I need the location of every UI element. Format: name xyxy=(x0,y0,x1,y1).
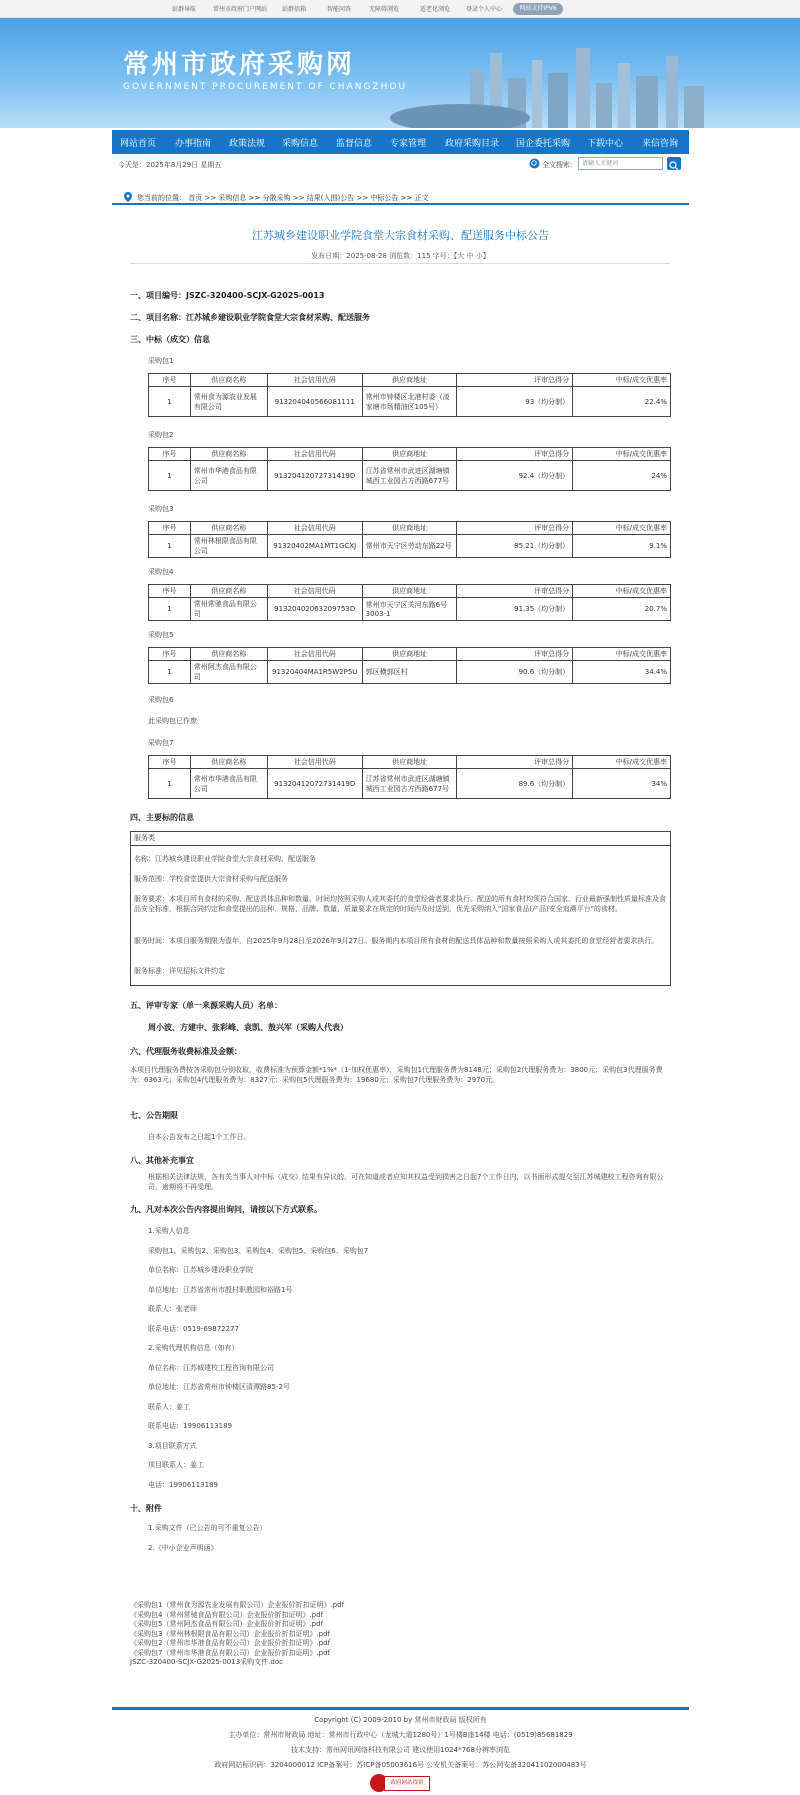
service-scope: 服务范围：学校食堂提供大宗食材采购与配送服务 xyxy=(134,875,288,883)
service-name: 名称：江苏城乡建设职业学院食堂大宗食材采购、配送服务 xyxy=(134,855,316,863)
column-header: 中标/成交优惠率 xyxy=(573,522,671,535)
search-button[interactable] xyxy=(667,157,681,170)
contact-line: 1.采购人信息 xyxy=(148,1227,190,1235)
breadcrumb[interactable]: 您当前的位置： 首页 >> 采购信息 >> 分散采购 >> 结果(入围)公告 >> 中标公告 >> 正文 xyxy=(137,194,429,202)
table-cell: 913204040566081111 xyxy=(267,387,362,417)
column-header: 评审总得分 xyxy=(457,522,573,535)
table-cell: 常州食为源农业发展有限公司 xyxy=(190,387,267,417)
column-header: 中标/成交优惠率 xyxy=(573,585,671,598)
table-header-row xyxy=(149,648,671,661)
service-type: 服务类 xyxy=(131,832,670,846)
award-table xyxy=(148,755,671,799)
award-table xyxy=(148,373,671,417)
table-cell: 常州市天宁区关河东路6号3003-1 xyxy=(362,598,457,621)
annex-item: 1.采购文件（已公告的可不重复公告） xyxy=(148,1524,267,1532)
location-pin-icon xyxy=(124,192,132,202)
table-cell: 1 xyxy=(149,769,191,799)
column-header: 社会信用代码 xyxy=(267,648,362,661)
table-cell: 91320402063209753D xyxy=(267,598,362,621)
table-cell: 江苏省常州市武进区湖塘镇城西工业园古方西路677号 xyxy=(362,461,457,491)
divider xyxy=(130,263,670,264)
contact-line: 项目联系人：姜工 xyxy=(148,1461,204,1469)
table-cell: 89.6（均分制） xyxy=(457,769,573,799)
today-date: 今天是：2025年8月29日 星期五 xyxy=(118,161,222,169)
breadcrumb-bar xyxy=(112,190,689,205)
package-void-note: 此采购包已作废 xyxy=(148,717,197,725)
contact-line: 单位地址：江苏省常州市殷村职教园和裕路1号 xyxy=(148,1285,293,1294)
table-cell: 常州林根限食品有限公司 xyxy=(190,535,267,558)
package-label: 采购包2 xyxy=(148,431,174,439)
table-cell: 91320412072731419D xyxy=(267,769,362,799)
contact-line: 联系电话：19906113189 xyxy=(148,1422,232,1430)
column-header: 社会信用代码 xyxy=(267,585,362,598)
contact-line: 联系人：张老师 xyxy=(148,1305,197,1313)
article-meta: 发布日期：2025-08-28 浏览数：115 字号：【大 中 小】 xyxy=(311,252,490,260)
package-label: 采购包4 xyxy=(148,568,174,576)
table-cell: 85.21（均分制） xyxy=(457,535,573,558)
site-title: 常州市政府采购网 xyxy=(123,50,356,80)
login-link[interactable]: 登录个人中心 xyxy=(466,6,503,13)
section-other: 八、其他补充事宜 xyxy=(130,1156,194,1165)
find-error-badge[interactable]: 政府网站找错 xyxy=(384,1776,430,1791)
nav-policy[interactable]: 政策法规 xyxy=(229,139,266,149)
table-cell: 34% xyxy=(573,769,671,799)
table-cell: 常州市华港食品有限公司 xyxy=(190,461,267,491)
table-row xyxy=(149,387,671,417)
column-header: 评审总得分 xyxy=(457,585,573,598)
table-cell: 92.4（均分制） xyxy=(457,461,573,491)
table-row xyxy=(149,598,671,621)
main-nav xyxy=(112,130,689,154)
nav-experts[interactable]: 专家管理 xyxy=(390,139,427,149)
contact-line: 采购包1、采购包2、采购包3、采购包4、采购包5、采购包6、采购包7 xyxy=(148,1246,369,1255)
footer-tech: 技术支持：常州网讯网络科技有限公司 建议使用1024*768分辨率浏览 xyxy=(291,1746,510,1754)
table-cell: 91.35（均分制） xyxy=(457,598,573,621)
column-header: 供应商名称 xyxy=(190,522,267,535)
contact-line: 单位地址：江苏省常州市钟楼区清潭路85-2号 xyxy=(148,1383,290,1391)
table-cell: 91320402MA1MT1GCXJ xyxy=(267,535,362,558)
annex-item: 2.《中小企业声明函》 xyxy=(148,1544,218,1552)
table-header-row xyxy=(149,756,671,769)
expert-list: 周小波、方建中、张彩峰、袁凯、敖兴军（采购人代表） xyxy=(148,1023,348,1032)
column-header: 供应商名称 xyxy=(190,756,267,769)
table-cell: 常州市钟楼区北港村委（凌家塘市场精油区105号） xyxy=(362,387,457,417)
contact-line: 联系电话：0519-69872277 xyxy=(148,1324,239,1333)
table-cell: 9.1% xyxy=(573,535,671,558)
package-label: 采购包3 xyxy=(148,505,174,513)
contact-line: 联系人：姜工 xyxy=(148,1402,190,1411)
table-cell: 常州常驰食品有限公司 xyxy=(190,598,267,621)
column-header: 序号 xyxy=(149,448,191,461)
column-header: 供应商地址 xyxy=(362,448,457,461)
attachment-link[interactable]: 《采购包4（常州常驰食品有限公司）企业报价折扣证明》.pdf xyxy=(130,1610,324,1619)
column-header: 供应商地址 xyxy=(362,648,457,661)
attachment-link[interactable]: 《采购包2（常州市华港食品有限公司）企业报价折扣证明》.pdf xyxy=(130,1639,331,1647)
period-text: 自本公告发布之日起1个工作日。 xyxy=(148,1133,251,1141)
nav-home[interactable]: 网站首页 xyxy=(120,139,157,149)
page-title: 江苏城乡建设职业学院食堂大宗食材采购、配送服务中标公告 xyxy=(252,229,549,242)
table-cell: 常州市华港食品有限公司 xyxy=(190,769,267,799)
table-cell: 1 xyxy=(149,387,191,417)
ipv6-badge: 网站支持IPV6 xyxy=(513,3,563,15)
site-subtitle: GOVERNMENT PROCUREMENT OF CHANGZHOU xyxy=(123,82,408,92)
column-header: 评审总得分 xyxy=(457,448,573,461)
column-header: 序号 xyxy=(149,374,191,387)
section-award-info: 三、中标（成交）信息 xyxy=(130,335,210,344)
search-icon xyxy=(529,158,540,169)
table-cell: 34.4% xyxy=(573,661,671,684)
top-utility-bar xyxy=(0,0,800,18)
award-table xyxy=(148,584,671,621)
footer-divider xyxy=(112,1707,689,1710)
table-header-row xyxy=(149,374,671,387)
service-standard: 服务标准：详见招标文件约定 xyxy=(134,967,225,975)
contact-line: 单位名称：江苏城乡建设职业学院 xyxy=(148,1266,253,1274)
section-period: 七、公告期限 xyxy=(130,1111,178,1120)
column-header: 供应商名称 xyxy=(190,374,267,387)
table-row xyxy=(149,461,671,491)
column-header: 供应商名称 xyxy=(190,448,267,461)
column-header: 供应商地址 xyxy=(362,522,457,535)
nav-guide[interactable]: 办事指南 xyxy=(175,139,212,149)
column-header: 供应商地址 xyxy=(362,585,457,598)
table-header-row xyxy=(149,448,671,461)
column-header: 中标/成交优惠率 xyxy=(573,448,671,461)
service-period: 服务时间：本项目服务期限为壹年，自2025年9月28日至2026年9月27日。服务期内本项目所有食材的配送具体品种和数量按照采购人或其委托的食堂经营者要求执行。 xyxy=(134,937,659,945)
service-info-box xyxy=(130,831,671,986)
award-table xyxy=(148,647,671,684)
package-label: 采购包6 xyxy=(148,696,174,704)
magnifier-icon xyxy=(667,159,681,172)
smart-qa-link[interactable]: 智能问答 xyxy=(327,6,352,13)
table-header-row xyxy=(149,522,671,535)
nav-catalog[interactable]: 政府采购目录 xyxy=(445,139,500,149)
column-header: 社会信用代码 xyxy=(267,756,362,769)
table-cell: 江苏省常州市武进区湖塘镇城西工业园古方西路677号 xyxy=(362,769,457,799)
column-header: 社会信用代码 xyxy=(267,522,362,535)
section-experts: 五、评审专家（单一来源采购人员）名单： xyxy=(130,1001,282,1010)
nav-downloads[interactable]: 下载中心 xyxy=(587,139,624,149)
nav-soe-procurement[interactable]: 国企委托采购 xyxy=(516,139,571,149)
contact-line: 电话：19906113189 xyxy=(148,1480,218,1489)
table-cell: 91320412072731419D xyxy=(267,461,362,491)
column-header: 供应商名称 xyxy=(190,585,267,598)
search-label: 全文搜索: xyxy=(542,161,573,169)
column-header: 社会信用代码 xyxy=(267,374,362,387)
column-header: 评审总得分 xyxy=(457,648,573,661)
column-header: 供应商名称 xyxy=(190,648,267,661)
elderly-mode-link[interactable]: 适老化浏览 xyxy=(420,6,451,13)
table-cell: 1 xyxy=(149,598,191,621)
column-header: 供应商地址 xyxy=(362,374,457,387)
award-table xyxy=(148,521,671,558)
award-table xyxy=(148,447,671,491)
project-name: 二、项目名称：江苏城乡建设职业学院食堂大宗食材采购、配送服务 xyxy=(130,313,370,322)
copyright: Copyright (C) 2009-2010 by 常州市财政局 版权所有 xyxy=(314,1716,487,1724)
table-cell: 90.6（均分制） xyxy=(457,661,573,684)
section-fee: 六、代理服务收费标准及金额： xyxy=(130,1047,242,1056)
service-requirements: 服务要求：本项目所有食材的采购、配送具体品种和数量、时间均按照采购人或其委托的食堂经营者要求执行。配送的所有食材均须符合国家、行业最新强制性质量标准及食品安全标准，根据合同约定和食堂提出的品种、规格、品牌、数量、质量要求在规定的时间内及时送到，优先采购纳入"国家食品(产品)安全追溯平台"的食材。 xyxy=(134,895,666,913)
table-cell: 24% xyxy=(573,461,671,491)
gov-portal-link[interactable]: 常州市政府门户网站 xyxy=(213,6,268,13)
table-cell: 20.7% xyxy=(573,598,671,621)
section-contact: 九、凡对本次公告内容提出询问，请按以下方式联系。 xyxy=(130,1205,322,1214)
attachment-link[interactable]: 《采购包3（常州林根限食品有限公司）企业报价折扣证明》.pdf xyxy=(130,1629,331,1638)
table-cell: 91320404MA1R5W2P5U xyxy=(267,661,362,684)
table-cell: 常州市天宁区劳动东路22号 xyxy=(362,535,457,558)
column-header: 社会信用代码 xyxy=(267,448,362,461)
footer-address: 主办单位：常州市财政局 地址：常州市行政中心（龙城大道1280号）1号楼B座14楼 电话：(0519)85681829 xyxy=(228,1731,573,1739)
attachment-link[interactable]: 《采购包7（常州市华港食品有限公司）企业报价折扣证明》.pdf xyxy=(130,1648,331,1657)
table-cell: 郭区横郭区村 xyxy=(362,661,457,684)
site-mailbox-link[interactable]: 站群信箱 xyxy=(282,6,307,13)
section-main-items: 四、主要标的信息 xyxy=(130,813,194,822)
footer-icp: 政府网站标识码：3204000012 ICP备案号：苏ICP备05003616号 公安机关备案号：苏公网安备32041102000483号 xyxy=(214,1761,587,1769)
table-cell: 22.4% xyxy=(573,387,671,417)
accessibility-link[interactable]: 无障碍浏览 xyxy=(369,6,400,13)
table-cell: 1 xyxy=(149,535,191,558)
column-header: 序号 xyxy=(149,756,191,769)
contact-line: 2.采购代理机构信息（如有） xyxy=(148,1344,239,1352)
attachment-link[interactable]: 《采购包1（常州食为源农业发展有限公司）企业报价折扣证明》.pdf xyxy=(130,1601,345,1609)
fee-text: 本项目代理服务费按各采购包分别收取，收费标准为预算金额*1%*（1-加权优惠率），采购包1代理服务费为8148元；采购包2代理服务费为：3800元；采购包3代理服务费为：6363元；采购包4代理服务费为：8327元；采购包5代理服务费为：19680元；采购包7代理服务费为：2970元。 xyxy=(130,1066,663,1084)
attachment-link[interactable]: JSZC-320400-SCJX-G2025-0013采购文件.doc xyxy=(130,1658,283,1666)
site-group-nav-link[interactable]: 站群导航 xyxy=(172,6,197,13)
column-header: 序号 xyxy=(149,585,191,598)
column-header: 评审总得分 xyxy=(457,756,573,769)
column-header: 序号 xyxy=(149,648,191,661)
column-header: 序号 xyxy=(149,522,191,535)
table-cell: 93（均分制） xyxy=(457,387,573,417)
table-row xyxy=(149,661,671,684)
nav-consult[interactable]: 来信咨询 xyxy=(642,139,679,149)
column-header: 中标/成交优惠率 xyxy=(573,648,671,661)
table-cell: 常州阿杰食品有限公司 xyxy=(190,661,267,684)
table-row xyxy=(149,535,671,558)
column-header: 中标/成交优惠率 xyxy=(573,756,671,769)
attachment-link[interactable]: 《采购包5（常州阿杰食品有限公司）企业报价折扣证明》.pdf xyxy=(130,1620,324,1628)
table-row xyxy=(149,769,671,799)
package-label: 采购包5 xyxy=(148,631,174,639)
column-header: 供应商地址 xyxy=(362,756,457,769)
table-header-row xyxy=(149,585,671,598)
header-banner xyxy=(0,18,800,128)
section-annex: 十、附件 xyxy=(130,1504,162,1513)
contact-line: 3.项目联系方式 xyxy=(148,1441,197,1450)
project-number: 一、项目编号：JSZC-320400-SCJX-G2025-0013 xyxy=(130,291,325,300)
package-label: 采购包7 xyxy=(148,739,174,747)
nav-procurement-info[interactable]: 采购信息 xyxy=(282,139,319,149)
other-text: 根据相关法律法规，各有关当事人对中标（成交）结果有异议的，可在知道或者应知其权益受到损害之日起7个工作日内，以书面形式提交至江苏城建校工程咨询有限公司，逾期将不再受理。 xyxy=(148,1173,664,1191)
search-input[interactable]: 请输入关键词 xyxy=(578,157,663,170)
column-header: 评审总得分 xyxy=(457,374,573,387)
table-cell: 1 xyxy=(149,661,191,684)
table-cell: 1 xyxy=(149,461,191,491)
package-label: 采购包1 xyxy=(148,357,174,365)
contact-line: 单位名称：江苏城建校工程咨询有限公司 xyxy=(148,1363,274,1372)
nav-supervision[interactable]: 监督信息 xyxy=(336,139,373,149)
column-header: 中标/成交优惠率 xyxy=(573,374,671,387)
